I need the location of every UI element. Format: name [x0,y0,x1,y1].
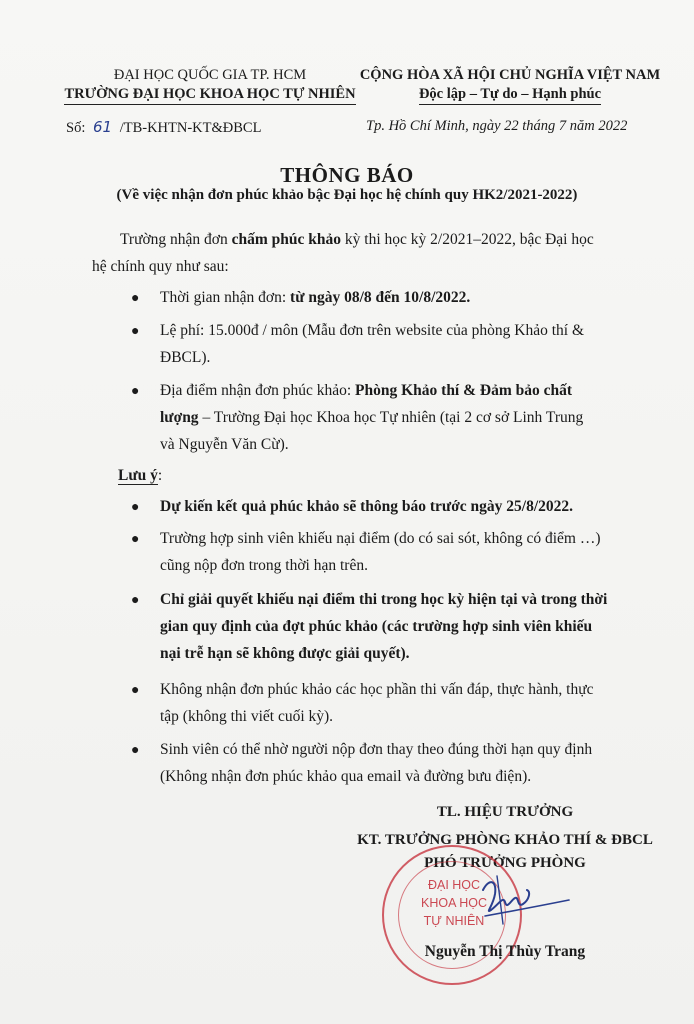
note-complaint-line-1: Trường hợp sinh viên khiếu nại điểm (do có sai sót, không có điểm …) [160,530,601,547]
note-proxy-line-1: Sinh viên có thể nhờ người nộp đơn thay theo đúng thời hạn quy định [160,741,593,758]
national-motto [350,85,670,105]
item-fee-line-1: Lệ phí: 15.000đ / môn (Mẫu đơn trên website của phòng Khảo thí & [160,322,585,339]
document-date: Tp. Hồ Chí Minh, ngày 22 tháng 7 năm 2022 [366,118,628,134]
school-name-text: TRƯỜNG ĐẠI HỌC KHOA HỌC TỰ NHIÊN [64,85,355,105]
note-complaint-line-2: cũng nộp đơn trong thời hạn trên. [160,557,368,574]
item-location-office-end: lượng [160,409,199,426]
document-number-suffix: /TB-KHTN-KT&ĐBCL [119,120,262,136]
note-scope-line-2: gian quy định của đợt phúc khảo (các trường hợp sinh viên khiếu [160,618,593,635]
item-location-line-1 [160,382,572,400]
seal-text-1: ĐẠI HỌC [427,878,481,892]
bullet-icon: ● [131,532,140,547]
national-title: CỘNG HÒA XÃ HỘI CHỦ NGHĨA VIỆT NAM [359,67,661,83]
document-number-prefix: Số: [66,120,86,136]
item-time-label: Thời gian nhận đơn: [160,289,291,306]
note-label-text: Lưu ý [118,467,158,484]
note-oral-line-1: Không nhận đơn phúc khảo các học phần thi vấn đáp, thực hành, thực [160,681,594,698]
intro-text-a: Trường nhận đơn [120,231,232,248]
item-location-line-2 [160,409,583,427]
bullet-icon: ● [131,324,140,339]
note-oral-line-2: tập (không thi viết cuối kỳ). [160,708,334,725]
signer-position: PHÓ TRƯỞNG PHÒNG [424,855,586,871]
item-location-label: Địa điểm nhận đơn phúc khảo: [160,382,356,399]
note-scope-line-3: nại trễ hạn sẽ không được giải quyết). [160,645,410,662]
item-fee-line-2: ĐBCL). [160,349,211,366]
intro-text-b: kỳ thi học kỳ 2/2021–2022, bậc Đại học [341,231,594,248]
item-time [160,289,470,307]
bullet-icon: ● [131,500,140,515]
document-number [66,118,261,137]
bullet-icon: ● [131,743,140,758]
seal-text-3: TỰ NHIÊN [423,914,485,928]
agency-name: ĐẠI HỌC QUỐC GIA TP. HCM [113,67,307,83]
signer-name: Nguyễn Thị Thùy Trang [424,943,586,960]
intro-line-2: hệ chính quy như sau: [92,258,229,275]
bullet-icon: ● [131,291,140,306]
item-location-line-3: và Nguyễn Văn Cừ). [160,436,289,453]
signer-department: KT. TRƯỞNG PHÒNG KHẢO THÍ & ĐBCL [357,832,653,848]
document-subtitle: (Về việc nhận đơn phúc khảo bậc Đại học hệ chính quy HK2/2021-2022) [116,187,578,203]
note-proxy-line-2: (Không nhận đơn phúc khảo qua email và đường bưu điện). [160,768,532,785]
intro-line-1 [120,231,594,249]
national-motto-text: Độc lập – Tự do – Hạnh phúc [419,85,601,105]
note-label-colon: : [157,467,163,484]
item-location-office: Phòng Khảo thí & Đảm bảo chất [355,382,573,399]
seal-text-2: KHOA HỌC [421,896,487,910]
note-scope-line-1: Chỉ giải quyết khiếu nại điểm thi trong học kỳ hiện tại và trong thời [160,591,608,608]
item-location-campus: – Trường Đại học Khoa học Tự nhiên (tại 2 cơ sở Linh Trung [198,409,584,426]
document-title: THÔNG BÁO [280,163,414,187]
document-number-value: 61 [92,118,113,136]
handwritten-signature [445,870,575,940]
item-time-value: từ ngày 08/8 đến 10/8/2022. [290,289,471,306]
note-label [118,467,162,485]
bullet-icon: ● [131,593,140,608]
bullet-icon: ● [131,683,140,698]
signer-authority: TL. HIỆU TRƯỞNG [436,804,574,820]
intro-text-bold: chấm phúc khảo [231,231,342,248]
bullet-icon: ● [131,384,140,399]
note-result-date: Dự kiến kết quả phúc khảo sẽ thông báo trước ngày 25/8/2022. [160,498,574,515]
school-name [60,85,360,105]
